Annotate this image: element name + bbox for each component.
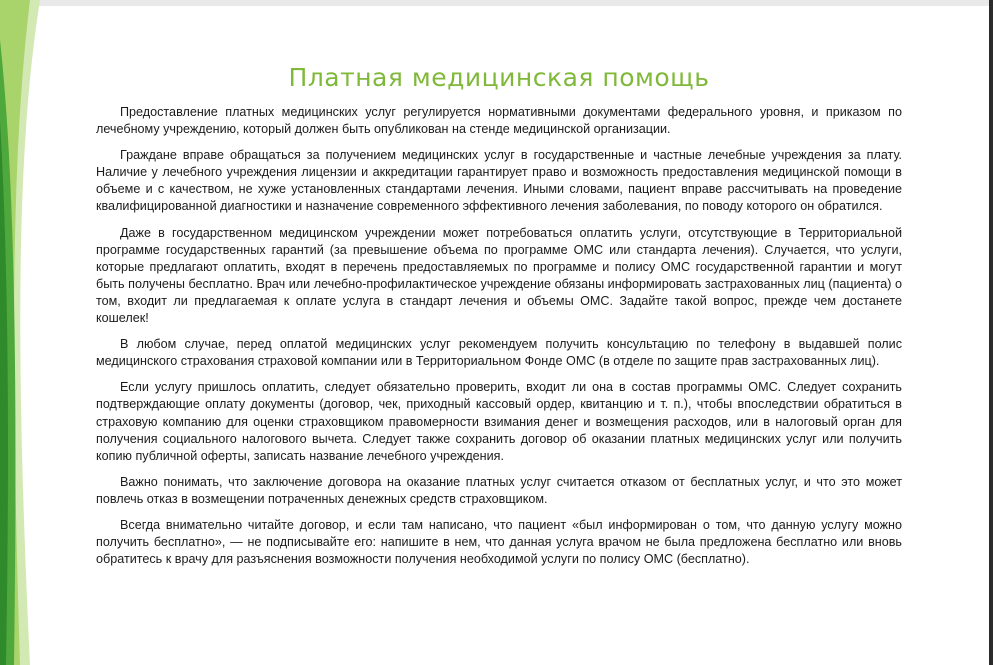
paragraph: Всегда внимательно читайте договор, и если там написано, что пациент «был информирован о том, что данную услугу можно получить бесплатно», — не подписывайте его: напишите в нем, что данная услуга врачом не была предложена бесплатно или вновь обратитесь к врачу для разъяснения возможности получения необходимой услуги по полису ОМС (бесплатно). <box>96 517 902 567</box>
paragraph: Если услугу пришлось оплатить, следует обязательно проверить, входит ли она в состав программы ОМС. Следует сохранить подтверждающие оплату документы (договор, чек, приходный кассовый ордер, квитанцию и т. п.), чтобы впоследствии обратиться в страховую компанию для оценки страховщиком правомерности взимания денег и возмещения расходов, или в налоговый орган для получения социального налогового вычета. Следует также сохранить договор об оказании платных медицинских услуг или получить копию публичной оферты, записать название лечебного учреждения. <box>96 380 902 463</box>
viewer-right-edge <box>989 0 993 665</box>
paragraph: Важно понимать, что заключение договора на оказание платных услуг считается отказом от бесплатных услуг, и что это может повлечь отказ в возмещении потраченных денежных средств страховщиком. <box>96 474 902 506</box>
page-title: Платная медицинская помощь <box>288 63 710 92</box>
paragraph: Даже в государственном медицинском учреждении может потребоваться оплатить услуги, отсутствующие в Территориальной программе государственных гарантий (за превышение объема по программе ОМС или стандарта лечения). Случается, что услуги, которые предлагают оплатить, входят в перечень предоставляемых по программе и полису ОМС государственной гарантии и могут быть получены бесплатно. Врач или лечебно-профилактическое учреждение обязаны информировать застрахованных лиц (пациента) о том, входит ли предлагаемая к оплате услуга в стандарт лечения и объемы ОМС. Задайте такой вопрос, прежде чем достанете кошелек! <box>96 225 902 326</box>
document-content <box>96 62 902 577</box>
paragraph: Предоставление платных медицинских услуг регулируется нормативными документами федерального уровня, и приказом по лечебному учреждению, который должен быть опубликован на стенде медицинской организации. <box>96 105 902 137</box>
viewer-top-edge <box>0 0 993 6</box>
paragraph: В любом случае, перед оплатой медицинских услуг рекомендуем получить консультацию по телефону в выдавшей полис медицинского страхования страховой компании или в Территориальном Фонде ОМС (в отделе по защите прав застрахованных лиц). <box>96 337 902 369</box>
paragraph: Граждане вправе обращаться за получением медицинских услуг в государственные и частные лечебные учреждения за плату. Наличие у лечебного учреждения лицензии и аккредитации гарантирует право и возможность предоставления медицинской помощи в объеме и с качеством, не хуже установленных стандартами лечения. Иными словами, пациент вправе рассчитывать на проведение квалифицированной диагностики и назначение современного эффективного лечения заболевания, по поводу которого он обратился. <box>96 148 902 214</box>
green-swoosh-decoration <box>0 0 60 665</box>
